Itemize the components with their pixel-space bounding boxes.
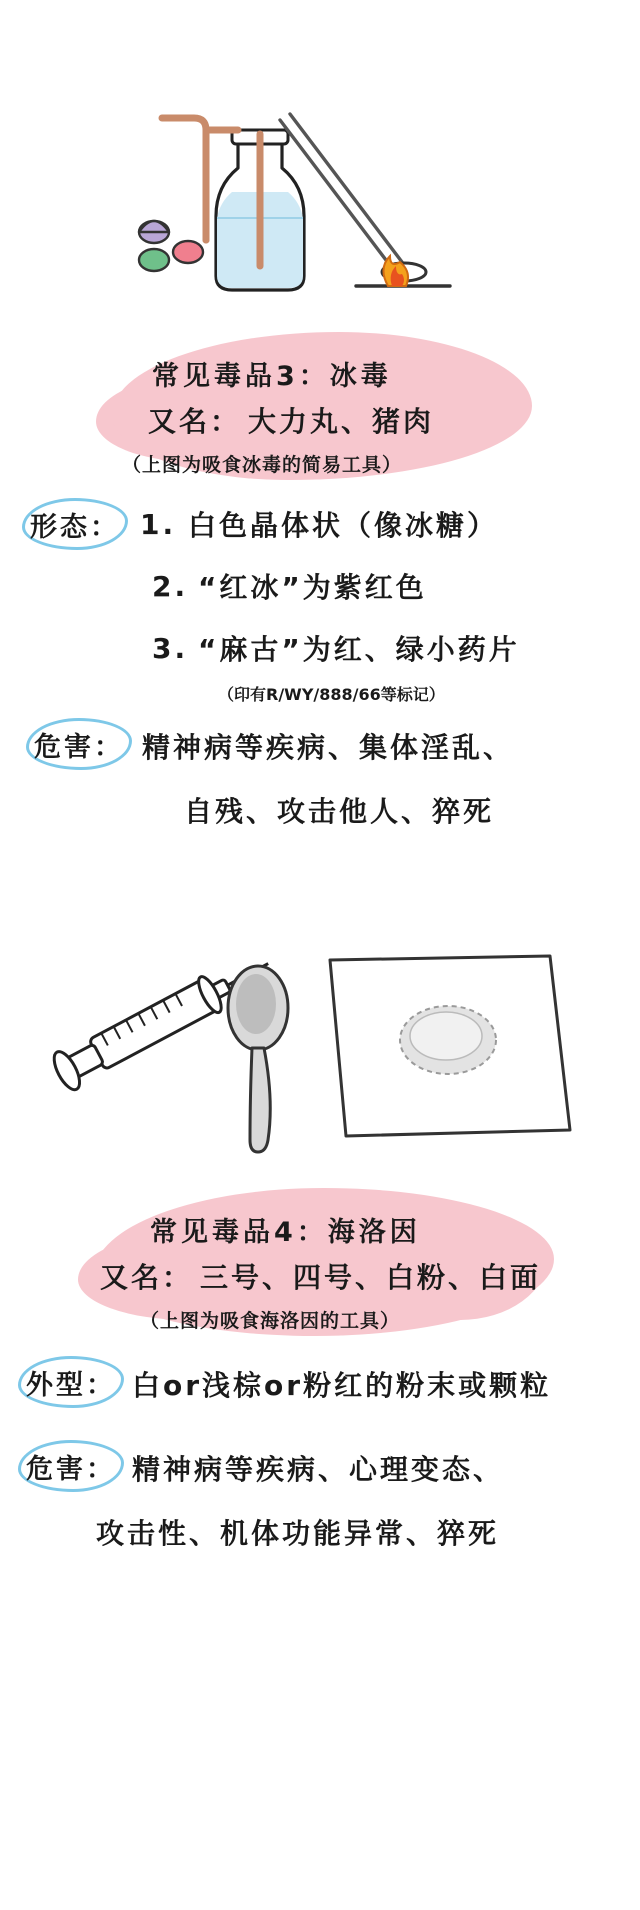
meth-harm-line-2: 自残、攻击他人、猝死 xyxy=(184,795,495,828)
meth-form-item-3-num: 3. xyxy=(152,632,189,665)
heroin-harm-line-1: 精神病等疾病、心理变态、 xyxy=(132,1453,505,1486)
heroin-harm-label-text: 危害： xyxy=(26,1453,116,1485)
meth-form-note: （印有R/WY/888/66等标记） xyxy=(218,685,445,704)
meth-alias-value: 大力丸、猪肉 xyxy=(248,405,435,438)
meth-form-item-1-num: 1. xyxy=(140,508,177,541)
meth-harm-label-text: 危害： xyxy=(34,731,124,763)
heroin-syringe-spoon-powder-illustration xyxy=(30,900,610,1180)
heroin-appearance-line-1: 白or浅棕or粉红的粉末或颗粒 xyxy=(132,1369,552,1402)
meth-alias-label: 又名： xyxy=(148,405,242,438)
heroin-alias-label: 又名： xyxy=(100,1261,194,1294)
meth-harm-line-1: 精神病等疾病、集体淫乱、 xyxy=(142,731,515,764)
heroin-harm-label xyxy=(18,1440,124,1492)
meth-form-item-2-text: “红冰”为紫红色 xyxy=(198,571,427,604)
meth-form-item-3-text: “麻古”为红、绿小药片 xyxy=(198,633,520,666)
heroin-alias-value: 三号、四号、白粉、白面 xyxy=(200,1261,542,1294)
meth-smoking-pipe-illustration xyxy=(120,90,520,320)
meth-title: 常见毒品3：冰毒 xyxy=(152,361,392,392)
meth-form-label xyxy=(22,498,128,550)
heroin-appearance-label xyxy=(18,1356,124,1408)
heroin-appearance-label-text: 外型： xyxy=(26,1369,116,1401)
heroin-title: 常见毒品4：海洛因 xyxy=(150,1217,421,1248)
heroin-caption: （上图为吸食海洛因的工具） xyxy=(140,1310,401,1332)
meth-form-item-1-text: 白色晶体状（像冰糖） xyxy=(188,509,499,542)
meth-form-label-text: 形态： xyxy=(30,511,120,543)
meth-harm-label xyxy=(26,718,132,770)
meth-form-item-2-num: 2. xyxy=(152,570,189,603)
heroin-harm-line-2: 攻击性、机体功能异常、猝死 xyxy=(96,1517,500,1550)
meth-caption: （上图为吸食冰毒的简易工具） xyxy=(122,454,403,476)
